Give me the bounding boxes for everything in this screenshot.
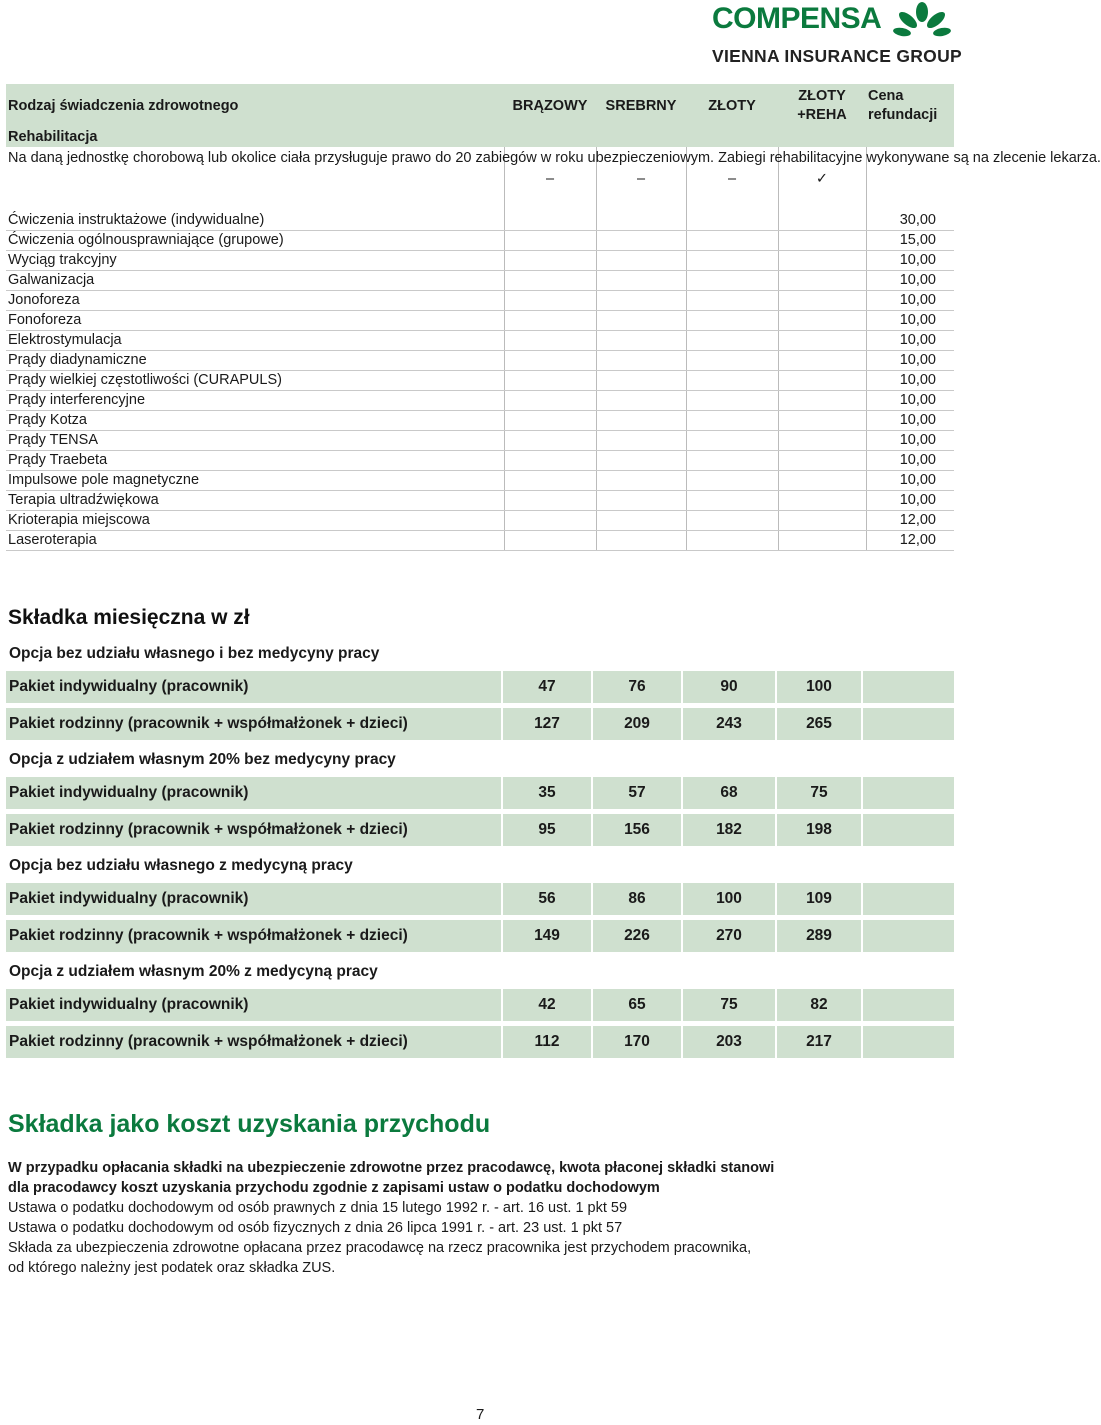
service-row: [6, 411, 954, 431]
service-row: [6, 271, 954, 291]
premium-value: 65: [592, 989, 682, 1022]
premium-row: [6, 920, 954, 953]
service-row: [6, 531, 954, 551]
service-row: [6, 311, 954, 331]
service-price: 12,00: [866, 531, 954, 551]
avail-gold: –: [686, 147, 778, 211]
premium-row: [6, 708, 954, 741]
premium-value: 75: [776, 777, 862, 810]
service-price: 10,00: [866, 451, 954, 471]
premium-value: 57: [592, 777, 682, 810]
service-price: 10,00: [866, 391, 954, 411]
premium-table: [6, 638, 954, 1062]
avail-silver: –: [596, 147, 686, 211]
service-name: Ćwiczenia ogólnousprawniające (grupowe): [6, 231, 504, 251]
service-row: [6, 391, 954, 411]
service-price: 10,00: [866, 311, 954, 331]
header-refund: [866, 84, 954, 128]
premium-value: 243: [682, 708, 776, 741]
premium-value: 127: [502, 708, 592, 741]
service-name: Prądy interferencyjne: [6, 391, 504, 411]
premium-value: 203: [682, 1026, 776, 1059]
service-name: Prądy diadynamiczne: [6, 351, 504, 371]
service-price: 10,00: [866, 331, 954, 351]
section-row: [6, 128, 954, 147]
premium-value: 182: [682, 814, 776, 847]
service-name: Laseroterapia: [6, 531, 504, 551]
premium-value: 100: [682, 883, 776, 916]
service-row: [6, 471, 954, 491]
service-name: Ćwiczenia instruktażowe (indywidualne): [6, 211, 504, 231]
service-name: Jonoforeza: [6, 291, 504, 311]
service-price: 10,00: [866, 351, 954, 371]
premium-row: [6, 989, 954, 1022]
service-row: [6, 251, 954, 271]
tax-bold-line-1: W przypadku opłacania składki na ubezpieczenie zdrowotne przez pracodawcę, kwota płaconej składki stanowi: [8, 1160, 775, 1176]
premium-value: 75: [682, 989, 776, 1022]
services-body: [6, 211, 954, 551]
premium-row: [6, 814, 954, 847]
flower-logo-icon: [894, 2, 950, 42]
service-price: 10,00: [866, 491, 954, 511]
service-price: 10,00: [866, 431, 954, 451]
premium-package-label: Pakiet rodzinny (pracownik + współmałżonek + dzieci): [6, 814, 502, 847]
service-price: 10,00: [866, 411, 954, 431]
premium-option-title: Opcja z udziałem własnym 20% z medycyną pracy: [6, 956, 954, 989]
table-header-row: [6, 84, 954, 128]
tax-bold-line-2: dla pracodawcy koszt uzyskania przychodu zgodnie z zapisami ustaw o podatku dochodowym: [8, 1180, 660, 1196]
service-name: Elektrostymulacja: [6, 331, 504, 351]
premium-option-row: [6, 850, 954, 883]
section-description: Na daną jednostkę chorobową lub okolice ciała przysługuje prawo do 20 zabiegów w roku ubezpieczeniowym. Zabiegi rehabilitacyjne wykonywane są na zlecenie lekarza.: [8, 150, 1101, 166]
premium-row: [6, 777, 954, 810]
header-silver: SREBRNY: [596, 84, 686, 128]
premium-value: 76: [592, 671, 682, 704]
premium-value: 270: [682, 920, 776, 953]
premium-value: 209: [592, 708, 682, 741]
service-row: [6, 511, 954, 531]
header-gold-reha-line1: ZŁOTY: [798, 88, 846, 104]
premium-value: 226: [592, 920, 682, 953]
service-row: [6, 351, 954, 371]
tax-line-1: Ustawa o podatku dochodowym od osób prawnych z dnia 15 lutego 1992 r. - art. 16 ust. 1 pkt 59: [8, 1200, 628, 1216]
premium-value: 198: [776, 814, 862, 847]
premium-value: 109: [776, 883, 862, 916]
service-name: Prądy wielkiej częstotliwości (CURAPULS): [6, 371, 504, 391]
premium-value: 149: [502, 920, 592, 953]
service-name: Prądy Kotza: [6, 411, 504, 431]
service-name: Galwanizacja: [6, 271, 504, 291]
service-name: Wyciąg trakcyjny: [6, 251, 504, 271]
description-row: [6, 147, 954, 211]
premium-value: 68: [682, 777, 776, 810]
tax-line-2: Ustawa o podatku dochodowym od osób fizycznych z dnia 26 lipca 1991 r. - art. 23 ust. 1 pkt 57: [8, 1220, 623, 1236]
premium-row: [6, 671, 954, 704]
premium-value: 95: [502, 814, 592, 847]
service-name: Krioterapia miejscowa: [6, 511, 504, 531]
service-row: [6, 211, 954, 231]
section-title: Rehabilitacja: [6, 128, 954, 147]
premium-value: 100: [776, 671, 862, 704]
premium-package-label: Pakiet rodzinny (pracownik + współmałżonek + dzieci): [6, 708, 502, 741]
premium-value: 42: [502, 989, 592, 1022]
premium-value: 170: [592, 1026, 682, 1059]
header-bronze: BRĄZOWY: [504, 84, 596, 128]
premium-option-row: [6, 638, 954, 671]
premium-package-label: Pakiet rodzinny (pracownik + współmałżonek + dzieci): [6, 1026, 502, 1059]
premium-value: 56: [502, 883, 592, 916]
premium-row: [6, 883, 954, 916]
header-gold: ZŁOTY: [686, 84, 778, 128]
premium-package-label: Pakiet indywidualny (pracownik): [6, 671, 502, 704]
service-row: [6, 431, 954, 451]
premium-value: 47: [502, 671, 592, 704]
avail-gold-reha-check-icon: ✓: [778, 147, 866, 211]
premium-title: Składka miesięczna w zł: [8, 606, 250, 629]
rehabilitation-table: [6, 84, 1101, 551]
service-price: 10,00: [866, 291, 954, 311]
service-price: 10,00: [866, 371, 954, 391]
logo-wordmark: COMPENSA: [712, 2, 882, 35]
service-row: [6, 331, 954, 351]
service-row: [6, 491, 954, 511]
premium-row: [6, 1026, 954, 1059]
premium-option-title: Opcja z udziałem własnym 20% bez medycyny pracy: [6, 744, 954, 777]
service-price: 12,00: [866, 511, 954, 531]
premium-value: 289: [776, 920, 862, 953]
tax-title: Składka jako koszt uzyskania przychodu: [8, 1110, 491, 1138]
premium-value: 217: [776, 1026, 862, 1059]
premium-value: 112: [502, 1026, 592, 1059]
header-refund-line1: Cena: [868, 88, 904, 104]
premium-value: 82: [776, 989, 862, 1022]
tax-line-3: Składa za ubezpieczenia zdrowotne opłacana przez pracodawcę na rzecz pracownika jest przychodem pracownika,: [8, 1240, 752, 1256]
logo-tagline: VIENNA INSURANCE GROUP: [712, 46, 963, 66]
service-row: [6, 371, 954, 391]
avail-bronze: –: [504, 147, 596, 211]
premium-package-label: Pakiet rodzinny (pracownik + współmałżonek + dzieci): [6, 920, 502, 953]
header-refund-line2: refundacji: [868, 107, 938, 123]
tax-text: [8, 1158, 948, 1278]
service-name: Fonoforeza: [6, 311, 504, 331]
service-price: 10,00: [866, 471, 954, 491]
page-number: 7: [476, 1406, 485, 1423]
header-gold-reha-line2: +REHA: [797, 107, 847, 123]
service-name: Prądy TENSA: [6, 431, 504, 451]
service-row: [6, 451, 954, 471]
premium-value: 265: [776, 708, 862, 741]
premium-option-title: Opcja bez udziału własnego z medycyną pracy: [6, 850, 954, 883]
compensa-logo: [712, 2, 963, 66]
service-name: Prądy Traebeta: [6, 451, 504, 471]
premium-package-label: Pakiet indywidualny (pracownik): [6, 989, 502, 1022]
premium-package-label: Pakiet indywidualny (pracownik): [6, 883, 502, 916]
service-price: 30,00: [866, 211, 954, 231]
service-row: [6, 231, 954, 251]
premium-value: 86: [592, 883, 682, 916]
premium-option-title: Opcja bez udziału własnego i bez medycyny pracy: [6, 638, 954, 671]
service-price: 15,00: [866, 231, 954, 251]
service-name: Impulsowe pole magnetyczne: [6, 471, 504, 491]
service-price: 10,00: [866, 271, 954, 291]
service-price: 10,00: [866, 251, 954, 271]
header-gold-reha: [778, 84, 866, 128]
service-row: [6, 291, 954, 311]
premium-option-row: [6, 956, 954, 989]
premium-value: 156: [592, 814, 682, 847]
premium-option-row: [6, 744, 954, 777]
tax-line-4: od którego należny jest podatek oraz składka ZUS.: [8, 1260, 336, 1276]
header-service: Rodzaj świadczenia zdrowotnego: [6, 84, 504, 128]
premium-value: 35: [502, 777, 592, 810]
premium-package-label: Pakiet indywidualny (pracownik): [6, 777, 502, 810]
service-name: Terapia ultradźwiękowa: [6, 491, 504, 511]
premium-body: [6, 638, 954, 1062]
premium-value: 90: [682, 671, 776, 704]
